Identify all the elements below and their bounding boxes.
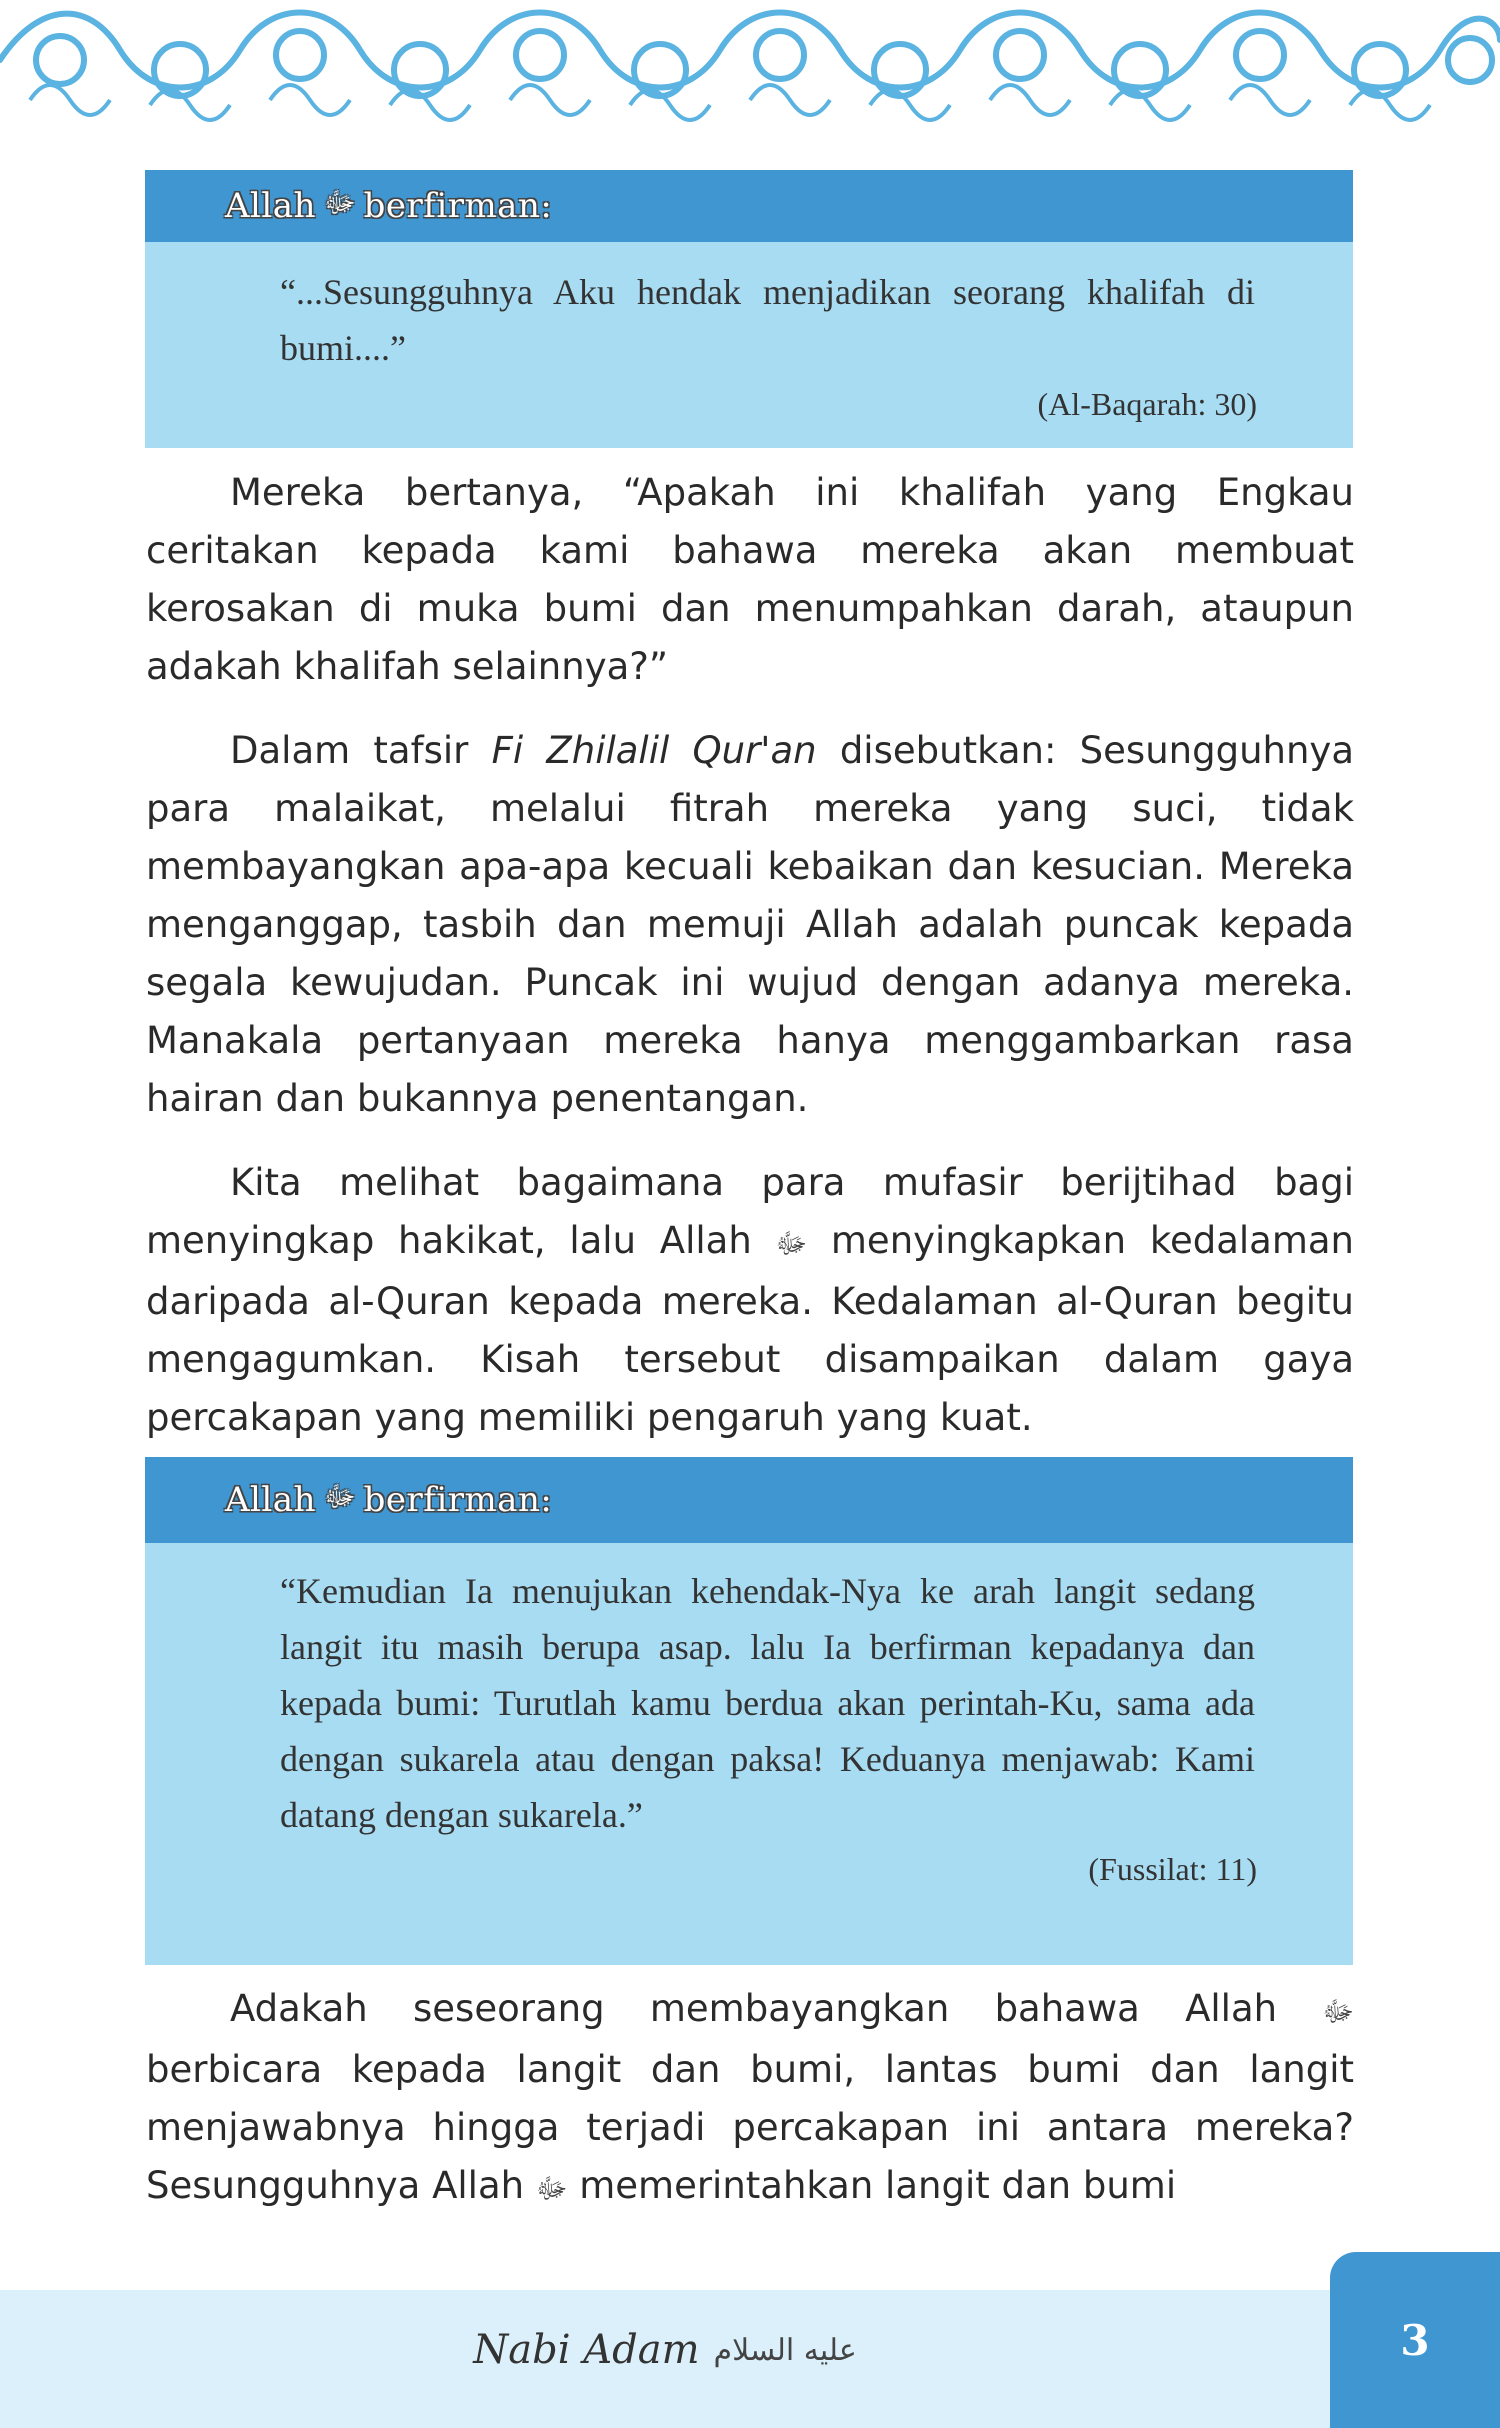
paragraph-3 <box>146 1154 1354 1447</box>
quote-heading-1 <box>145 170 1353 242</box>
quote-box-1 <box>145 170 1353 448</box>
quote-heading-2 <box>145 1457 1353 1543</box>
paragraph-2-text: disebutkan: Sesungguhnya para malaikat, melalui fitrah mereka yang suci, tidak membayangkan apa-apa kecuali kebaikan dan kesucian. Mereka menganggap, tasbih dan memuji Allah adalah puncak kepada segala kewujudan. Puncak ini wujud dengan adanya mereka. Manakala pertanyaan mereka hanya menggambarkan rasa hairan dan bukannya penentangan. <box>146 729 1354 1120</box>
allah-glyph-icon: ﷻ <box>323 186 356 219</box>
allah-glyph-icon: ﷻ <box>1322 1995 1354 2028</box>
paragraph-4-text: memerintahkan langit dan bumi <box>567 2164 1177 2207</box>
paragraph-4-text: Adakah seseorang membayangkan bahawa Allah <box>230 1987 1323 2030</box>
quote-reference-1: (Al-Baqarah: 30) <box>1037 386 1257 422</box>
allah-glyph-icon: ﷻ <box>323 1480 356 1513</box>
quote-box-2 <box>145 1457 1353 1965</box>
heading-word: berfirman: <box>363 1480 553 1520</box>
allah-glyph-icon: ﷻ <box>775 1227 808 1260</box>
page-number: 3 <box>1400 2315 1430 2365</box>
footer-book-title <box>0 2315 1330 2385</box>
heading-word: berfirman: <box>363 186 553 226</box>
paragraph-1: Mereka bertanya, “Apakah ini khalifah yang Engkau ceritakan kepada kami bahawa mereka akan membuat kerosakan di muka bumi dan menumpahkan darah, ataupun adakah khalifah selainnya?” <box>146 471 1354 688</box>
book-title-italic: Fi Zhilalil Qur'an <box>491 729 817 772</box>
allah-glyph-icon: ﷻ <box>535 2172 568 2205</box>
paragraph-3-text: Kita melihat bagaimana para mufasir berijtihad bagi menyingkap hakikat, lalu Allah <box>146 1161 1354 1262</box>
quote-text-1: “...Sesungguhnya Aku hendak menjadikan seorang khalifah di bumi....” <box>280 272 1255 368</box>
paragraph-4 <box>146 1980 1354 2218</box>
paragraph-2 <box>146 722 1354 1128</box>
alaihissalam-glyph-icon: عليه السلام <box>713 2332 857 2368</box>
paragraph-3-text: menyingkapkan kedalaman daripada al-Quran kepada mereka. Kedalaman al-Quran begitu mengagumkan. Kisah tersebut disampaikan dalam gaya percakapan yang memiliki pengaruh yang kuat. <box>146 1219 1354 1439</box>
heading-word: Allah <box>225 186 316 226</box>
heading-word: Allah <box>225 1480 316 1520</box>
decorative-top-border <box>0 0 1500 130</box>
quote-reference-2: (Fussilat: 11) <box>1088 1851 1257 1887</box>
paragraph-2-text: Dalam tafsir <box>230 729 492 772</box>
quote-text-2: “Kemudian Ia menujukan kehendak-Nya ke arah langit sedang langit itu masih berupa asap. lalu Ia berfirman kepadanya dan kepada bumi: Turutlah kamu berdua akan perintah-Ku, sama ada dengan sukarela atau dengan paksa! Keduanya menjawab: Kami datang dengan sukarela.” <box>280 1571 1255 1835</box>
paragraph-4-text: berbicara kepada langit dan bumi, lantas bumi dan langit menjawabnya hingga terjadi percakapan ini antara mereka? Sesungguhnya Allah <box>146 2048 1354 2207</box>
book-title-text: Nabi Adam <box>473 2327 700 2373</box>
page-number-tab <box>1330 2252 1500 2428</box>
